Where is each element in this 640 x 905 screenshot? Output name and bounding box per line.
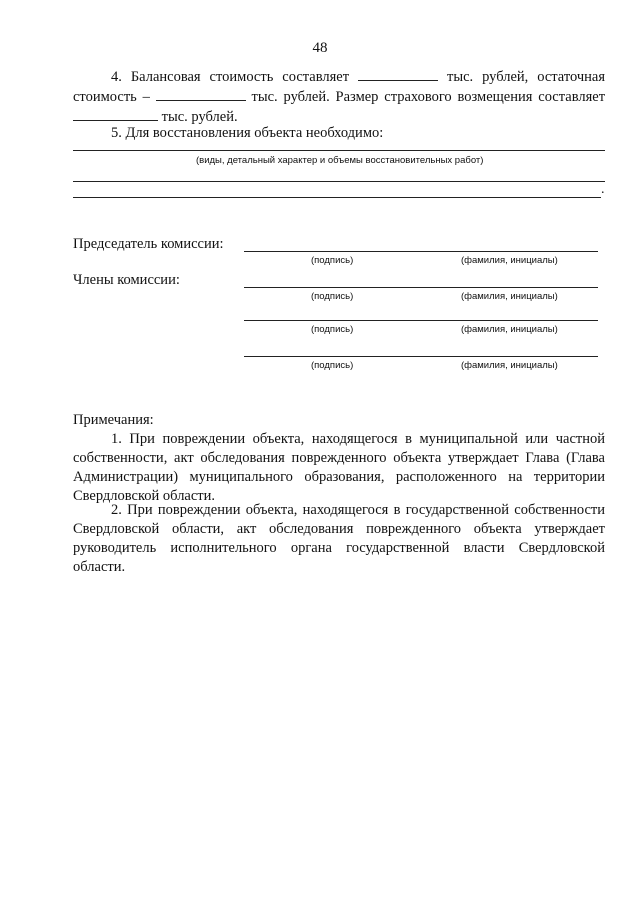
balance-value-blank [358,67,438,81]
item-5-text: 5. Для восстановления объекта необходимо: [111,125,384,141]
member-1-name-caption: (фамилия, инициалы) [461,291,558,302]
item-4-text-insurance: тыс. рублей. Размер страхового возмещения составляет [251,89,606,105]
chairman-signature-caption: (подпись) [311,255,354,266]
chairman-signature-line [244,251,598,252]
residual-value-blank [156,87,246,101]
member-3-signature-caption: (подпись) [311,360,354,371]
member-3-name-caption: (фамилия, инициалы) [461,360,558,371]
item-4-text-start: 4. Балансовая стоимость составляет [111,69,350,85]
restoration-line-2 [73,181,605,182]
restoration-line-3 [73,197,601,198]
chairman-name-caption: (фамилия, инициалы) [461,255,558,266]
restoration-caption: (виды, детальный характер и объемы восстановительных работ) [196,155,484,166]
member-2-signature-caption: (подпись) [311,324,354,335]
member-1-signature-line [244,287,598,288]
chairman-label: Председатель комиссии: [73,236,224,252]
item-4-text-residual: тыс. рублей, остаточная стоимость – [73,69,606,105]
note-2: 2. При повреждении объекта, находящегося в государственной собственности Свердловской области, акт обследования поврежденного объекта утверждает руководитель исполнительного органа государственной власти Свердловской области. [73,502,605,575]
item-4-paragraph [73,67,605,127]
page-number: 48 [312,40,328,56]
member-2-signature-line [244,320,598,321]
insurance-value-blank [73,107,158,121]
members-label: Члены комиссии: [73,272,180,288]
member-1-signature-caption: (подпись) [311,291,354,302]
restoration-line-1 [73,150,605,151]
restoration-end-dot: . [601,182,605,197]
member-2-name-caption: (фамилия, инициалы) [461,324,558,335]
note-1: 1. При повреждении объекта, находящегося в муниципальной или частной собственности, акт обследования поврежденного объекта утверждает Глава (Глава Администрации) муниципального образования, расположенного на территории Свердловской области. [73,431,605,504]
notes-heading: Примечания: [73,412,154,428]
member-3-signature-line [244,356,598,357]
item-4-text-end: тыс. рублей. [161,109,238,125]
